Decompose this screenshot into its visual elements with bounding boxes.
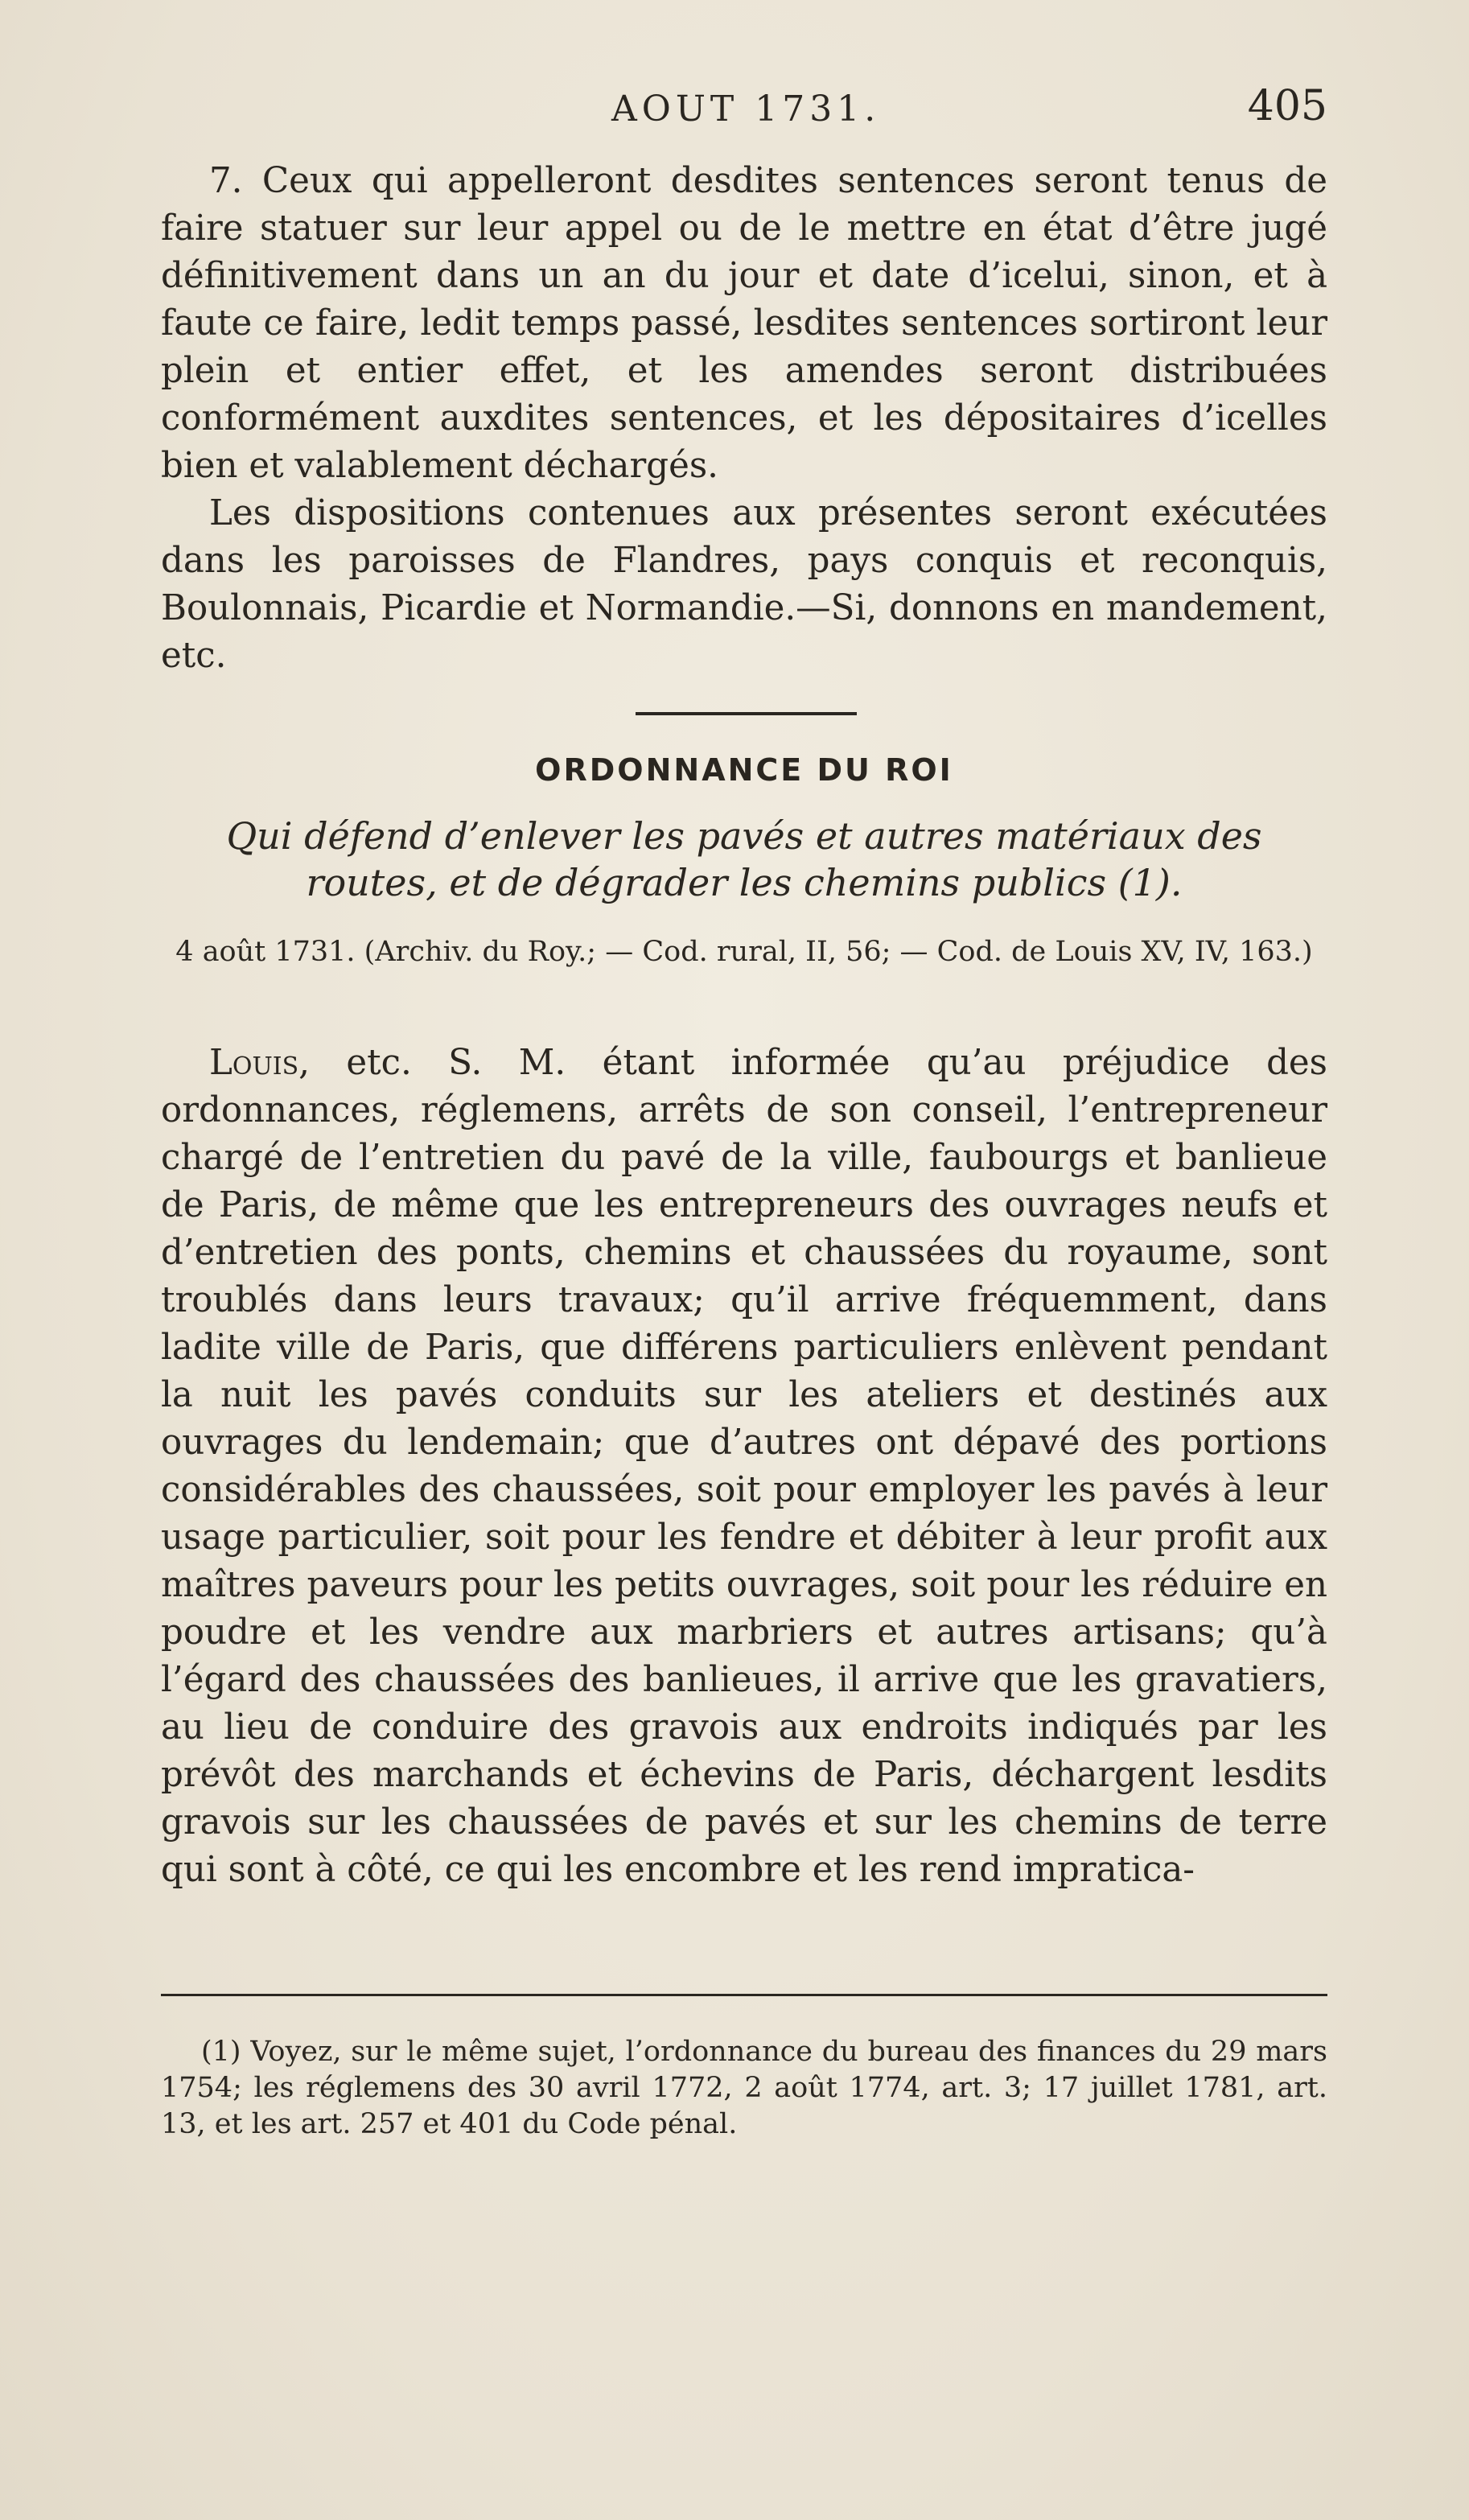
page-number: 405 bbox=[1247, 82, 1327, 130]
dispositions-paragraph: Les dispositions contenues aux présentes seront exécutées dans les paroisses de Flandres, pays conquis et reconquis, Boulonnais, Picardie et Normandie.—Si, donnons en mandement, etc. bbox=[161, 493, 1327, 676]
ordinance-body-paragraph bbox=[161, 1040, 1327, 1894]
ordinance-body bbox=[161, 1040, 1327, 1894]
footnote bbox=[161, 2034, 1327, 2143]
page-header bbox=[161, 82, 1327, 145]
footnote-text: (1) Voyez, sur le même sujet, l’ordonnance du bureau des finances du 29 mars 1754; les réglemens des 30 avril 1772, 2 août 1774, art. 3; 17 juillet 1781, art. 13, et les art. 257 et 401 du Code pénal. bbox=[161, 2036, 1327, 2140]
ordinance-body-text: , etc. S. M. étant informée qu’au préjudice des ordonnances, réglemens, arrêts de son conseil, l’entrepreneur chargé de l’entretien du pavé de la ville, faubourgs et banlieue de Paris, de même que les entrepreneurs des ouvrages neufs et d’entretien des ponts, chemins et chaussées du royaume, sont troublés dans leurs travaux; qu’il arrive fréquemment, dans ladite ville de Paris, que différens particuliers enlèvent pendant la nuit les pavés conduits sur les ateliers et destinés aux ouvrages du lendemain; que d’autres ont dépavé des portions considérables des chaussées, soit pour employer les pavés à leur usage particulier, soit pour les fendre et débiter à leur profit aux maîtres paveurs pour les petits ouvrages, soit pour les réduire en poudre et les vendre aux marbriers et autres artisans; qu’à l’égard des chaussées des banlieues, il arrive que les gravatiers, au lieu de conduire des gravois aux endroits indiqués par les prévôt des marchands et échevins de Paris, déchargent lesdits gravois sur les chaussées de pavés et sur les chemins de terre qui sont à côté, ce qui les encombre et les rend impratica- bbox=[161, 1043, 1327, 1890]
article-7-paragraph: 7. Ceux qui appelleront desdites sentences seront tenus de faire statuer sur leur appel ou de le mettre en état d’être jugé définitivement dans un an du jour et date d’icelui, sinon, et à faute ce faire, ledit temps passé, lesdites sentences sortiront leur plein et entier effet, et les amendes seront distribuées conformément auxdites sentences, et les dépositaires d’icelles bien et valablement déchargés. bbox=[161, 161, 1327, 486]
footnote-rule bbox=[161, 1994, 1327, 1996]
section-divider bbox=[636, 712, 857, 715]
ordinance-subtitle: Qui défend d’enlever les pavés et autres matériaux des routes, et de dégrader les chemins publics (1). bbox=[226, 814, 1262, 904]
ordinance-body-lead: Louis bbox=[209, 1043, 299, 1083]
top-text-block bbox=[161, 158, 1327, 680]
ordinance-citation: 4 août 1731. (Archiv. du Roy.; — Cod. rural, II, 56; — Cod. de Louis XV, IV, 163.) bbox=[175, 936, 1313, 968]
ordinance-title: ORDONNANCE DU ROI bbox=[535, 752, 953, 788]
running-title: AOUT 1731. bbox=[611, 89, 881, 130]
